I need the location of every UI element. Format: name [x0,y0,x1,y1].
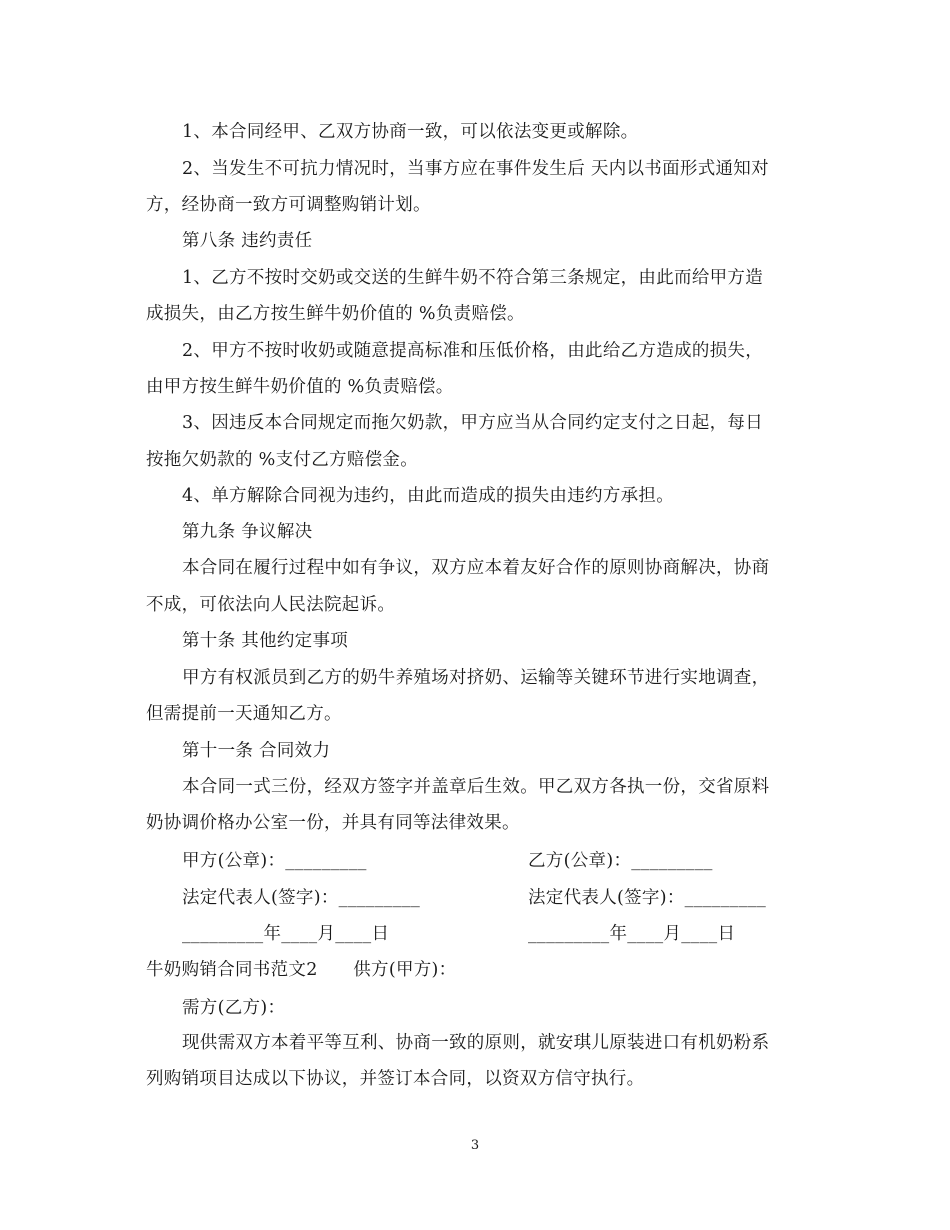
body-text-line: 本合同在履行过程中如有争议，双方应本着友好合作的原则协商解决，协商 [182,558,770,578]
body-text-line: 不成，可依法向人民法院起诉。 [146,595,396,615]
party-b-date-line: _________年____月____日 [528,924,736,944]
body-text-line: 1、本合同经甲、乙双方协商一致，可以依法变更或解除。 [182,122,639,142]
body-text-line: 但需提前一天通知乙方。 [146,704,342,724]
body-text-line: 奶协调价格办公室一份，并具有同等法律效果。 [146,813,520,833]
body-text-line: 成损失，由乙方按生鲜牛奶价值的 %负责赔偿。 [146,304,525,324]
body-text-line: 由甲方按生鲜牛奶价值的 %负责赔偿。 [146,377,454,397]
body-text-line: 2、甲方不按时收奶或随意提高标准和压低价格，由此给乙方造成的损失， [182,341,764,361]
contract2-intro-line: 列购销项目达成以下协议，并签订本合同，以资双方信守执行。 [146,1069,645,1089]
body-text-line: 按拖欠奶款的 %支付乙方赔偿金。 [146,450,418,470]
page-number: 3 [470,1138,480,1153]
contract2-heading: 牛奶购销合同书范文2 供方(甲方)： [146,960,457,980]
body-text-line: 4、单方解除合同视为违约，由此而造成的损失由违约方承担。 [182,486,675,506]
party-a-representative-line: 法定代表人(签字)：_________ [182,888,421,908]
body-text-line: 3、因违反本合同规定而拖欠奶款，甲方应当从合同约定支付之日起，每日 [182,413,764,433]
body-text-line: 第八条 违约责任 [182,231,313,251]
party-a-date-line: _________年____月____日 [182,924,390,944]
body-text-line: 第十一条 合同效力 [182,741,331,761]
party-b-seal-line: 乙方(公章)：_________ [528,851,713,871]
party-b-representative-line: 法定代表人(签字)：_________ [528,888,767,908]
contract2-intro-line: 现供需双方本着平等互利、协商一致的原则，就安琪儿原装进口有机奶粉系 [182,1033,770,1053]
body-text-line: 1、乙方不按时交奶或交送的生鲜牛奶不符合第三条规定，由此而给甲方造 [182,268,764,288]
body-text-line: 2、当发生不可抗力情况时，当事方应在事件发生后 天内以书面形式通知对 [182,159,769,179]
party-a-seal-line: 甲方(公章)：_________ [182,851,367,871]
body-text-line: 方，经协商一致方可调整购销计划。 [146,195,431,215]
body-text-line: 第十条 其他约定事项 [182,631,349,651]
body-text-line: 本合同一式三份，经双方签字并盖章后生效。甲乙双方各执一份，交省原料 [182,777,770,797]
contract2-buyer: 需方(乙方)： [182,998,286,1018]
body-text-line: 第九条 争议解决 [182,522,313,542]
body-text-line: 甲方有权派员到乙方的奶牛养殖场对挤奶、运输等关键环节进行实地调查， [182,668,770,688]
